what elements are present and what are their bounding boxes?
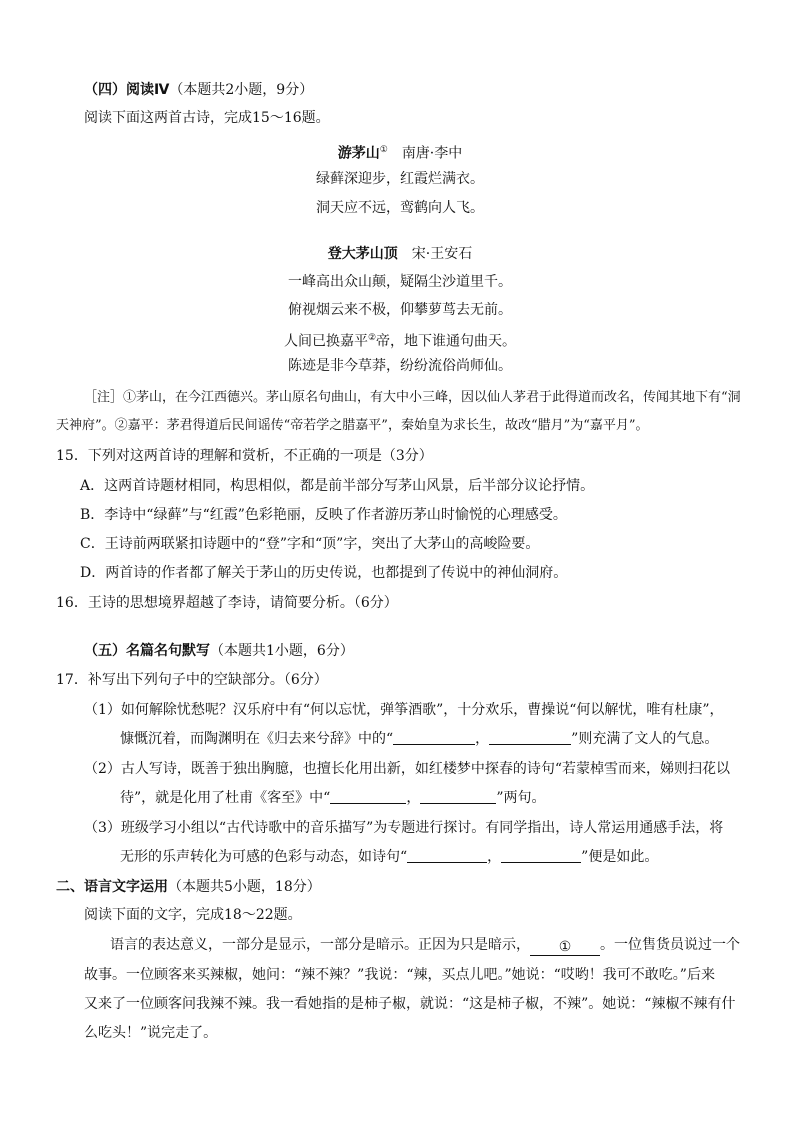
poem2-line-3: [0, 328, 800, 352]
q15-option-c: C．王诗前两联紧扣诗题中的“登”字和“顶”字，突出了大茅山的高峻险要。: [80, 536, 540, 552]
q17-item3-text-b: ”便是如此。: [581, 849, 659, 865]
part2-p1-text-b: 。一位售货员说过一个: [600, 937, 740, 953]
poem2-line-4: 陈迹是非今草莽，纷纷流俗尚师仙。: [288, 358, 512, 374]
section5-heading-bold: （五）名篇名句默写: [84, 643, 210, 659]
q17-item1-line2: [120, 729, 718, 749]
q15-option-d: D．两首诗的作者都了解关于茅山的历史传说，也都提到了传说中的神仙洞府。: [80, 565, 568, 581]
q17-item2-line1: （2）古人写诗，既善于独出胸臆，也擅长化用出新，如红楼梦中探春的诗句“若蒙棹雪而来，娣则扫花以: [84, 761, 731, 777]
q17-item2-line2: [120, 788, 546, 808]
section4-heading: [84, 80, 313, 100]
part2-heading: [56, 877, 321, 897]
poem1-line-1: 绿藓深迎步，红霞烂满衣。: [316, 171, 484, 187]
q17-blank-2[interactable]: [489, 730, 571, 745]
poem1-line-2: 洞天应不远，鸾鹤向人飞。: [316, 200, 484, 216]
q17-item3-sep: ，: [487, 849, 502, 865]
q17-item1-sep: ，: [475, 731, 490, 747]
part2-p1-text-a: 语言的表达意义，一部分是显示，一部分是暗示。正因为只是暗示，: [110, 937, 530, 953]
poem1-title: 游茅山: [337, 145, 380, 162]
q17-item2-text-b: ”两句。: [496, 790, 546, 806]
q17-blank-5[interactable]: [407, 848, 487, 863]
poem2-title-line: [0, 244, 800, 264]
q17-blank-1[interactable]: [393, 730, 475, 745]
q17-stem: 17．补写出下列句子中的空缺部分。（6分）: [56, 672, 328, 688]
notes-line-1: ［注］①茅山，在今江西德兴。茅山原名句曲山，有大中小三峰，因以仙人茅君于此得道而改名，传闻其地下有“洞: [84, 390, 741, 405]
part2-heading-bold: 二、语言文字运用: [56, 879, 168, 895]
poem2-author: 宋·王安石: [411, 246, 473, 262]
part2-paragraph-line1: [110, 935, 740, 956]
notes-line-2: 天神府”。②嘉平：茅君得道后民间谣传“帝若学之腊嘉平”，秦始皇为求长生，故改“腊月”为“嘉平月”。: [56, 418, 649, 433]
q15-option-a: A．这两首诗题材相同，构思相似，都是前半部分写茅山风景，后半部分议论抒情。: [80, 478, 595, 494]
poem1-author: 南唐·李中: [401, 145, 463, 162]
q17-item2-sep: ，: [406, 790, 421, 806]
part2-paragraph-line4: 么吃头！”说完走了。: [84, 1025, 218, 1041]
section4-intro: 阅读下面这两首古诗，完成15～16题。: [84, 110, 330, 126]
poem2-line-1: 一峰高出众山颠，疑隔尘沙道里千。: [288, 274, 512, 290]
section5-heading-rest: （本题共1小题，6分）: [210, 643, 354, 659]
poem1-note-mark: ①: [379, 145, 388, 155]
q17-item1-text-b: ”则充满了文人的气息。: [571, 731, 719, 747]
q16-stem: 16．王诗的思想境界超越了李诗，请简要分析。（6分）: [56, 595, 398, 611]
poem1-title-line: [0, 140, 800, 164]
q17-item3-text-a: 无形的乐声转化为可感的色彩与动态，如诗句“: [120, 849, 408, 865]
q17-blank-3[interactable]: [330, 789, 406, 804]
q17-item3-line1: （3）班级学习小组以“古代诗歌中的音乐描写”为专题进行探讨。有同学指出，诗人常运用通感手法，将: [84, 820, 724, 836]
section4-heading-bold: （四）阅读Ⅳ: [84, 82, 170, 98]
part2-paragraph-line2: 故事。一位顾客来买辣椒，她问：“辣不辣？”我说：“辣，买点儿吧。”她说：“哎哟！我可不敢吃。”后来: [84, 967, 715, 983]
part2-intro: 阅读下面的文字，完成18～22题。: [84, 907, 302, 923]
part2-heading-rest: （本题共5小题，18分）: [168, 879, 321, 895]
section4-heading-rest: （本题共2小题，9分）: [169, 82, 314, 98]
poem2-line-3-a: 人间已换嘉平: [283, 333, 368, 350]
q17-blank-6[interactable]: [501, 848, 581, 863]
q17-item1-text-a: 慷慨沉着，而陶渊明在《归去来兮辞》中的“: [120, 731, 394, 747]
section5-heading: [84, 641, 354, 661]
q15-stem: 15．下列对这两首诗的理解和赏析，不正确的一项是（3分）: [56, 448, 433, 464]
q15-option-b: B．李诗中“绿藓”与“红霞”色彩艳丽，反映了作者游历茅山时愉悦的心理感受。: [80, 507, 567, 523]
q17-item2-text-a: 待”，就是化用了杜甫《客至》中“: [120, 790, 331, 806]
part2-blank-1[interactable]: ①: [530, 939, 600, 956]
q17-item1-line1: （1）如何解除忧愁呢？汉乐府中有“何以忘忧，弹筝酒歌”，十分欢乐，曹操说“何以解忧，唯有杜康”，: [84, 702, 724, 718]
q17-blank-4[interactable]: [420, 789, 496, 804]
poem2-note-mark: ②: [367, 333, 377, 343]
poem2-title: 登大茅山顶: [327, 246, 398, 262]
part2-paragraph-line3: 又来了一位顾客问我辣不辣。我一看她指的是柿子椒，就说：“这是柿子椒，不辣”。她说：“辣椒不辣有什: [84, 996, 736, 1012]
poem2-line-3-b: 帝，地下谁通句曲天。: [376, 333, 517, 350]
q17-item3-line2: [120, 847, 658, 867]
poem2-line-2: 俯视烟云来不极，仰攀萝茑去无前。: [288, 302, 512, 318]
